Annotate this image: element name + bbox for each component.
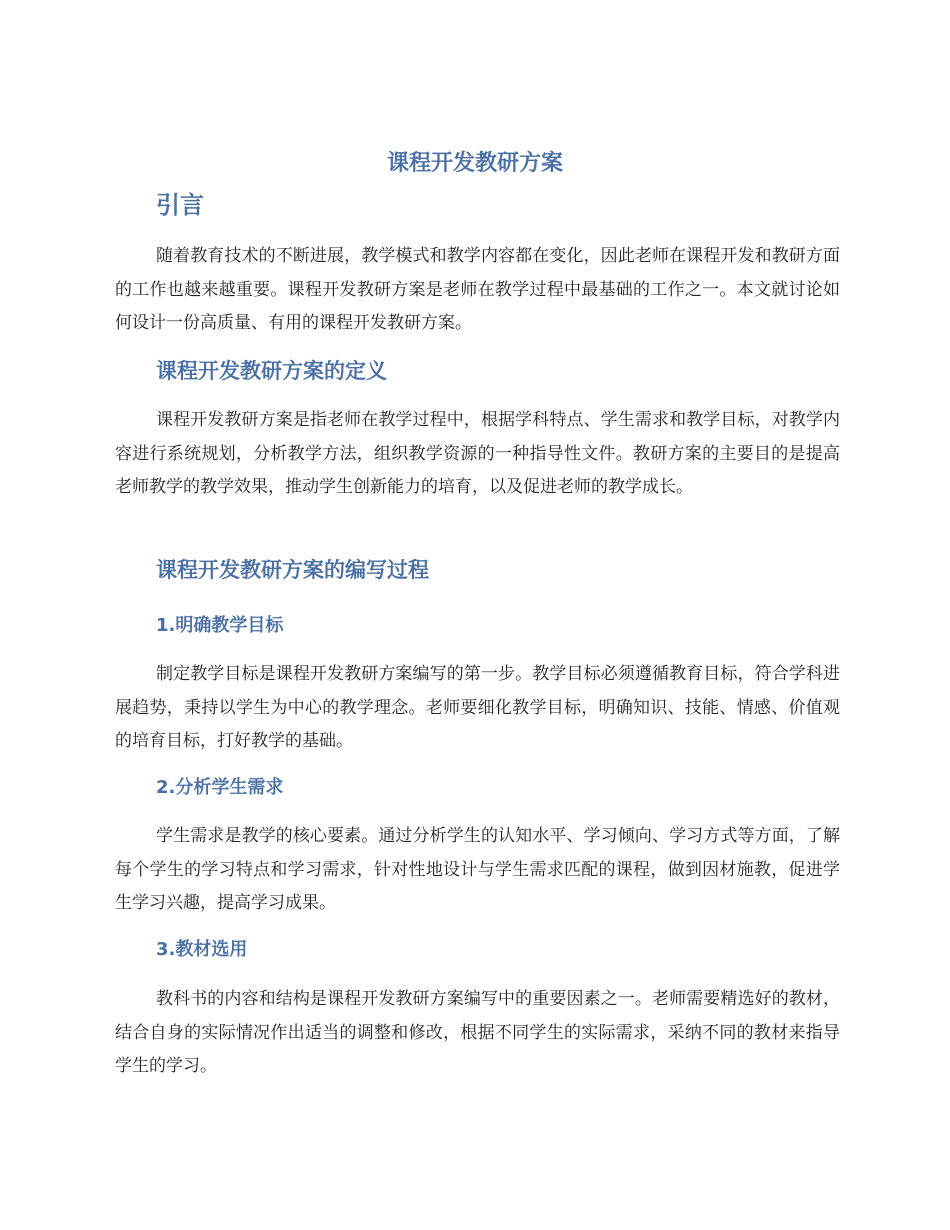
subsection-heading-student-needs: 2.分析学生需求	[156, 777, 284, 798]
subsection-heading-textbook-selection: 3.教材选用	[156, 939, 248, 960]
teaching-goals-paragraph: 制定教学目标是课程开发教研方案编写的第一步。教学目标必须遵循教育目标，符合学科进展趋势，秉持以学生为中心的教学理念。老师要细化教学目标，明确知识、技能、情感、价值观的培育目标，打好教学的基础。	[115, 664, 840, 751]
section-heading-introduction: 引言	[156, 191, 204, 219]
document-title: 课程开发教研方案	[386, 151, 563, 176]
textbook-selection-paragraph: 教科书的内容和结构是课程开发教研方案编写中的重要因素之一。老师需要精选好的教材，结合自身的实际情况作出适当的调整和修改，根据不同学生的实际需求，采纳不同的教材来指导学生的学习。	[115, 989, 840, 1076]
student-needs-paragraph: 学生需求是教学的核心要素。通过分析学生的认知水平、学习倾向、学习方式等方面，了解每个学生的学习特点和学习需求，针对性地设计与学生需求匹配的课程，做到因材施教，促进学生学习兴趣，提高学习成果。	[115, 826, 840, 913]
definition-paragraph: 课程开发教研方案是指老师在教学过程中，根据学科特点、学生需求和教学目标，对教学内容进行系统规划，分析教学方法，组织教学资源的一种指导性文件。教研方案的主要目的是提高老师教学的教学效果，推动学生创新能力的培育，以及促进老师的教学成长。	[115, 410, 840, 497]
section-heading-writing-process: 课程开发教研方案的编写过程	[156, 558, 429, 582]
section-heading-definition: 课程开发教研方案的定义	[156, 359, 387, 383]
subsection-heading-teaching-goals: 1.明确教学目标	[156, 615, 284, 636]
introduction-paragraph: 随着教育技术的不断进展，教学模式和教学内容都在变化，因此老师在课程开发和教研方面的工作也越来越重要。课程开发教研方案是老师在教学过程中最基础的工作之一。本文就讨论如何设计一份高质量、有用的课程开发教研方案。	[115, 246, 840, 333]
